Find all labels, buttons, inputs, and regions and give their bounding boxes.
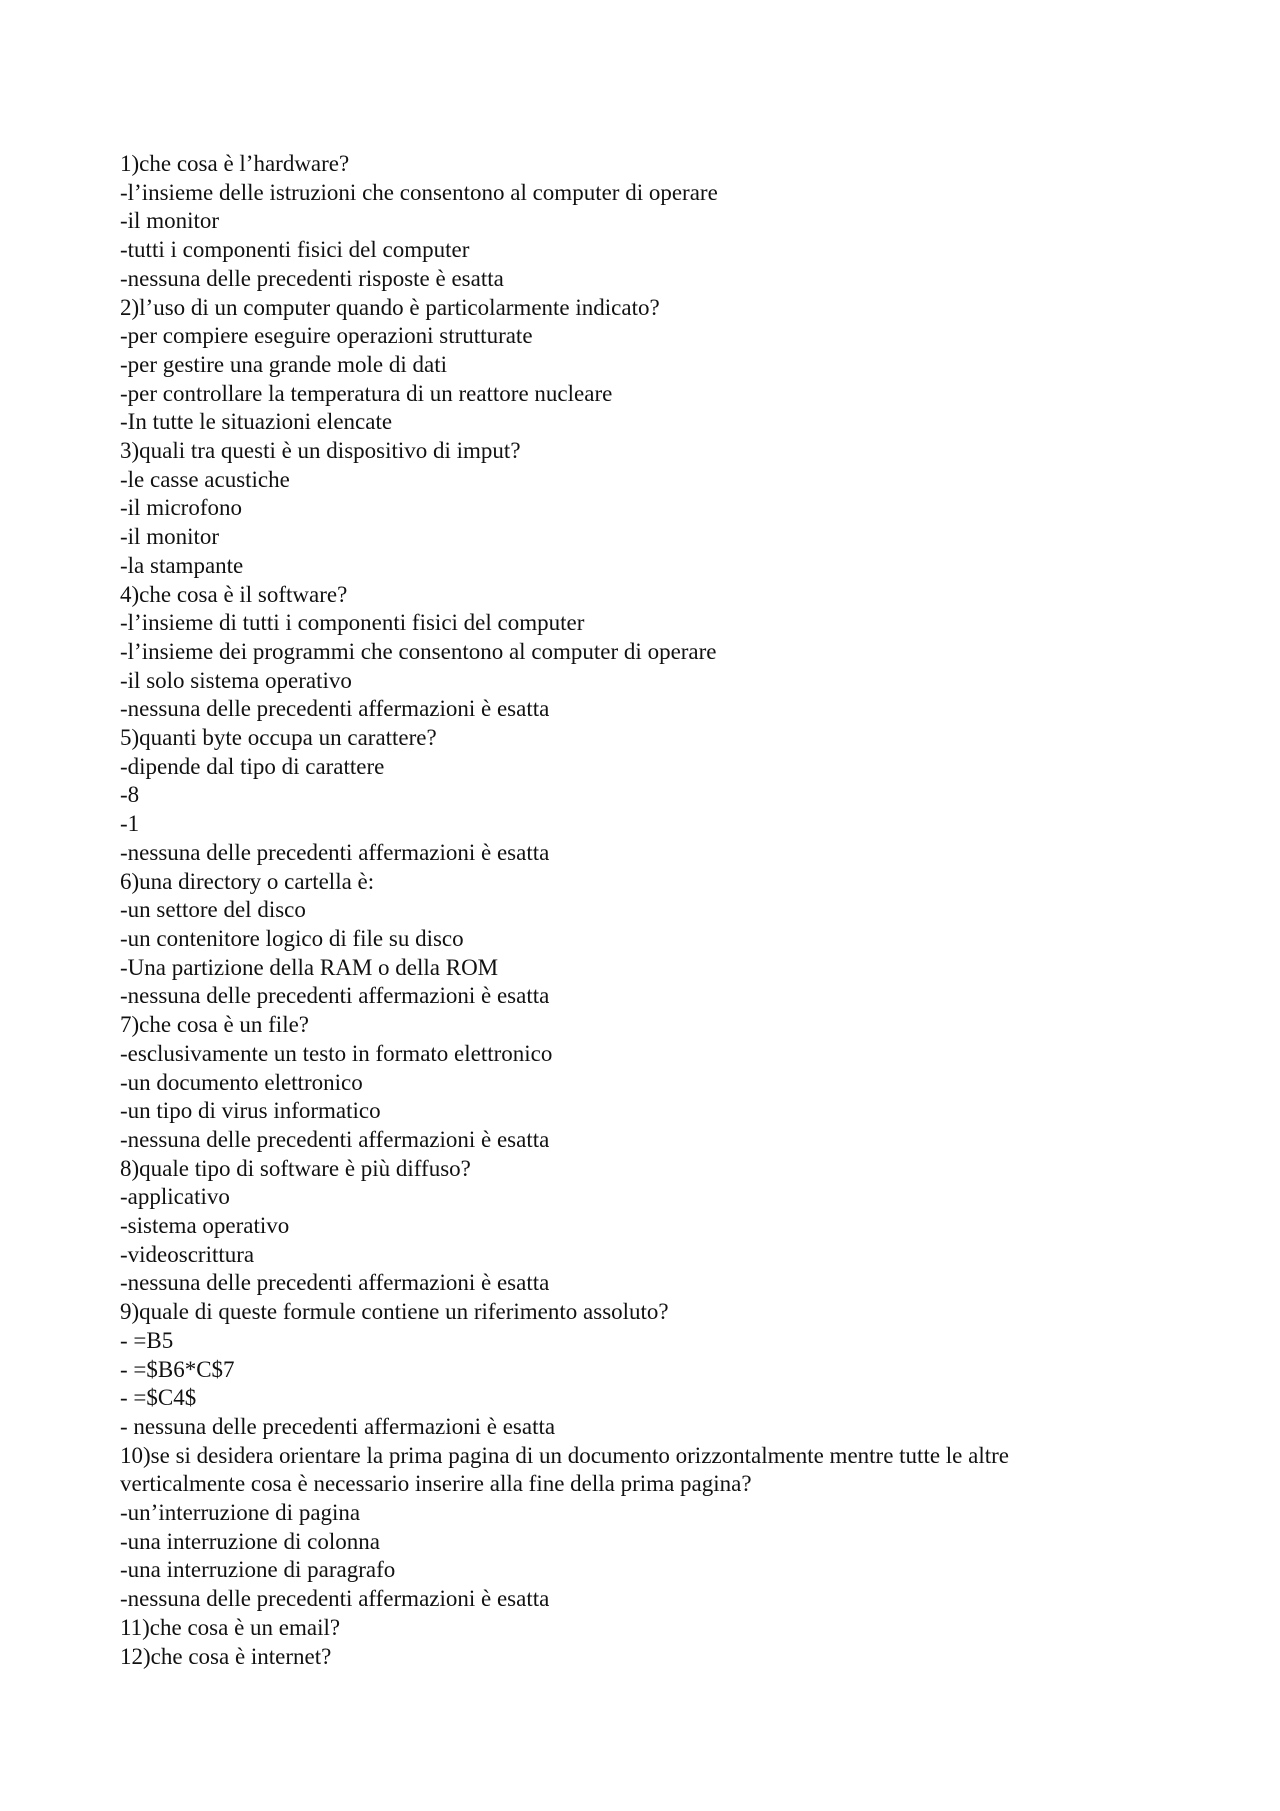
- answer-list: [120, 1183, 1160, 1298]
- question-text: 11)che cosa è un email?: [120, 1614, 341, 1640]
- question-block: [120, 1614, 1160, 1643]
- answer-list: [120, 609, 1160, 724]
- answer-option: -il microfono: [120, 495, 242, 521]
- question-block: [120, 294, 1160, 438]
- answer-option: -Una partizione della RAM o della ROM: [120, 954, 499, 980]
- answer-option: -per compiere eseguire operazioni strutturate: [120, 323, 533, 349]
- answer-option: - =$C4$: [120, 1385, 197, 1411]
- answer-option: -per controllare la temperatura di un reattore nucleare: [120, 380, 613, 406]
- answer-option: -nessuna delle precedenti risposte è esatta: [120, 265, 504, 291]
- answer-option: -dipende dal tipo di carattere: [120, 753, 385, 779]
- answer-option: -un tipo di virus informatico: [120, 1098, 381, 1124]
- answer-option: -nessuna delle precedenti affermazioni è esatta: [120, 1270, 550, 1296]
- question-block: [120, 150, 1160, 294]
- question-block: [120, 868, 1160, 1012]
- question-text: 3)quali tra questi è un dispositivo di imput?: [120, 438, 521, 464]
- question-block: [120, 1298, 1160, 1442]
- answer-list: [120, 1499, 1160, 1614]
- answer-option: -il monitor: [120, 524, 220, 550]
- question-text: 2)l’uso di un computer quando è particolarmente indicato?: [120, 294, 660, 320]
- answer-option: -un documento elettronico: [120, 1069, 363, 1095]
- answer-option: -una interruzione di colonna: [120, 1528, 380, 1554]
- answer-option: -il monitor: [120, 208, 220, 234]
- question-text: 10)se si desidera orientare la prima pagina di un documento orizzontalmente mentre tutte le altre: [120, 1442, 1009, 1468]
- answer-option: -nessuna delle precedenti affermazioni è esatta: [120, 983, 550, 1009]
- question-text: 9)quale di queste formule contiene un riferimento assoluto?: [120, 1299, 669, 1325]
- question-text: 12)che cosa è internet?: [120, 1643, 332, 1669]
- question-block: [120, 1155, 1160, 1299]
- answer-option: -1: [120, 811, 140, 837]
- answer-option: - =$B6*C$7: [120, 1356, 235, 1382]
- question-block: [120, 1643, 1160, 1672]
- question-text: 7)che cosa è un file?: [120, 1012, 310, 1038]
- answer-option: -un settore del disco: [120, 897, 306, 923]
- question-block: [120, 724, 1160, 868]
- answer-list: [120, 466, 1160, 581]
- question-block: [120, 437, 1160, 581]
- answer-list: [120, 1040, 1160, 1155]
- answer-option: -esclusivamente un testo in formato elettronico: [120, 1040, 553, 1066]
- question-text: verticalmente cosa è necessario inserire alla fine della prima pagina?: [120, 1471, 752, 1497]
- question-text: 6)una directory o cartella è:: [120, 868, 375, 894]
- answer-option: -l’insieme di tutti i componenti fisici del computer: [120, 610, 585, 636]
- answer-list: [120, 753, 1160, 868]
- quiz-content: [120, 150, 1160, 1671]
- answer-option: -nessuna delle precedenti affermazioni è esatta: [120, 1126, 550, 1152]
- question-text: 1)che cosa è l’hardware?: [120, 151, 350, 176]
- answer-option: -8: [120, 782, 140, 808]
- answer-list: [120, 179, 1160, 294]
- question-block: [120, 1442, 1160, 1614]
- answer-option: -il solo sistema operativo: [120, 667, 352, 693]
- question-block: [120, 581, 1160, 725]
- answer-option: - nessuna delle precedenti affermazioni è esatta: [120, 1413, 556, 1439]
- answer-option: -un’interruzione di pagina: [120, 1500, 361, 1526]
- answer-option: -nessuna delle precedenti affermazioni è esatta: [120, 696, 550, 722]
- answer-option: -tutti i componenti fisici del computer: [120, 237, 470, 263]
- question-text: 5)quanti byte occupa un carattere?: [120, 725, 437, 751]
- answer-list: [120, 322, 1160, 437]
- answer-option: -videoscrittura: [120, 1241, 255, 1267]
- answer-option: -un contenitore logico di file su disco: [120, 925, 464, 951]
- answer-option: -nessuna delle precedenti affermazioni è esatta: [120, 839, 550, 865]
- answer-option: -sistema operativo: [120, 1213, 290, 1239]
- question-block: [120, 1011, 1160, 1155]
- answer-option: -In tutte le situazioni elencate: [120, 409, 393, 435]
- answer-option: -una interruzione di paragrafo: [120, 1557, 396, 1583]
- answer-option: -le casse acustiche: [120, 466, 290, 492]
- answer-option: -applicativo: [120, 1184, 230, 1210]
- answer-option: -l’insieme delle istruzioni che consentono al computer di operare: [120, 179, 718, 205]
- answer-option: -l’insieme dei programmi che consentono al computer di operare: [120, 638, 717, 664]
- answer-list: [120, 1327, 1160, 1442]
- answer-option: -la stampante: [120, 552, 244, 578]
- answer-list: [120, 896, 1160, 1011]
- answer-option: -nessuna delle precedenti affermazioni è esatta: [120, 1586, 550, 1612]
- question-text: 8)quale tipo di software è più diffuso?: [120, 1155, 471, 1181]
- answer-option: -per gestire una grande mole di dati: [120, 351, 447, 377]
- answer-option: - =B5: [120, 1327, 174, 1353]
- question-text: 4)che cosa è il software?: [120, 581, 348, 607]
